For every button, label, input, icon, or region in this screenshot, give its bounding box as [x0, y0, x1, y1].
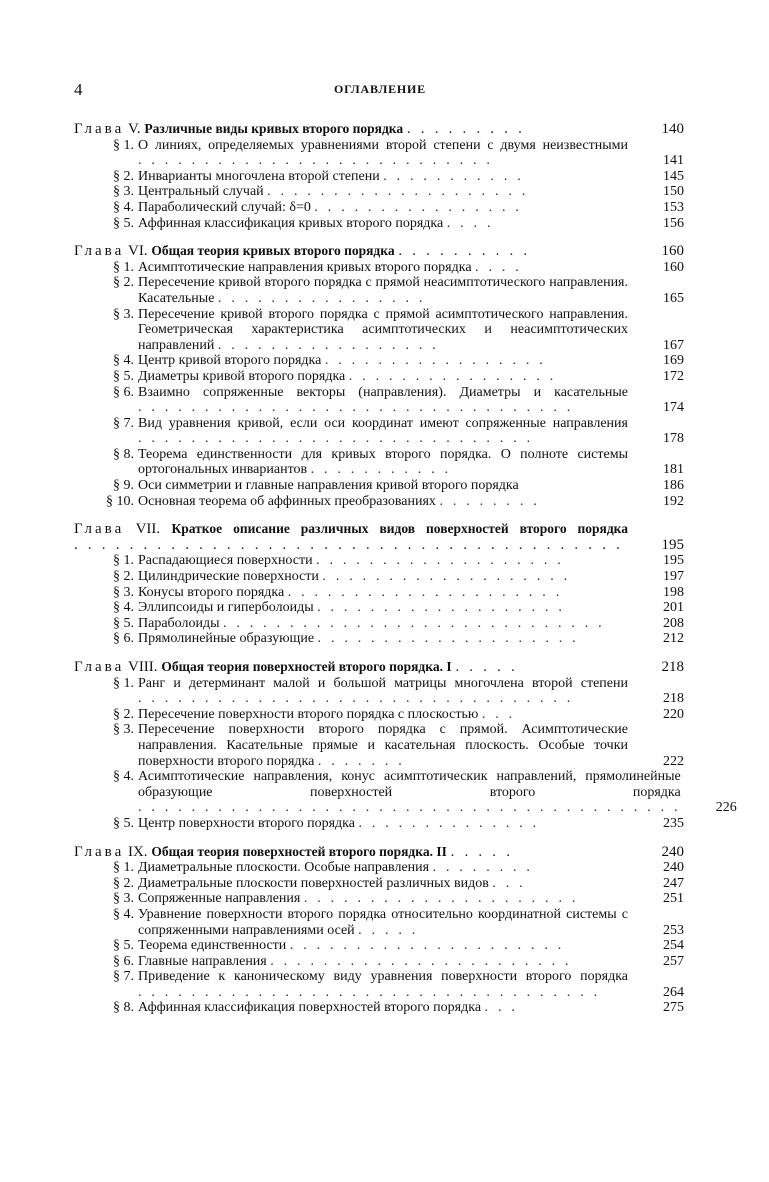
leader-dots: . . . . . . . . . . . . . . . . . . . . . [303, 891, 579, 907]
section-number: § 4. [113, 199, 134, 215]
section-number: § 7. [113, 969, 134, 985]
section-text [138, 216, 636, 232]
section-text [138, 769, 689, 816]
leader-dots: . . . . . . . . . . . . . . . . . . . . [317, 631, 579, 647]
section-page: 251 [663, 891, 684, 907]
section-text [138, 816, 636, 832]
section-number: § 9. [113, 478, 134, 494]
chapter-page: 160 [661, 243, 684, 260]
section-entry[interactable] [74, 585, 686, 601]
section-title: Центр кривой второго порядка [138, 353, 322, 369]
leader-dots: . . . . . . . . . . . [383, 168, 524, 184]
section-page: 226 [715, 800, 737, 816]
section-title: Инварианты многочлена второй степени [138, 168, 380, 184]
section-entry[interactable] [74, 816, 686, 832]
chapter-heading [74, 521, 636, 553]
section-text [138, 369, 636, 385]
leader-dots: . . . . . . . . . . . . . . . . . . . . . . . . . . . . . . . . . [138, 400, 574, 416]
leader-dots: . . . . . . . . . . . . . . . . [348, 368, 557, 384]
section-title: Приведение к каноническому виду уравнения поверхности второго порядка [138, 969, 628, 985]
section-page: 197 [663, 569, 684, 585]
chapter-heading [74, 659, 636, 676]
leader-dots: . . . . [475, 259, 522, 275]
section-page: 220 [663, 706, 684, 722]
section-entry[interactable] [74, 676, 686, 707]
section-text [138, 1000, 636, 1016]
section-entry[interactable] [74, 169, 686, 185]
section-number: § 5. [113, 368, 134, 384]
chapter-entry[interactable] [74, 121, 686, 138]
section-page: 264 [663, 984, 684, 1000]
section-text [138, 553, 636, 569]
section-title: Конусы второго порядка [138, 584, 285, 600]
chapter-block [74, 659, 737, 832]
running-title: ОГЛАВЛЕНИЕ [334, 82, 426, 96]
leader-dots: . . . [484, 1000, 519, 1016]
section-entry[interactable] [74, 938, 686, 954]
section-page: 167 [663, 337, 684, 353]
section-number: § 5. [113, 615, 134, 631]
chapter-number: VI. [127, 243, 148, 260]
section-text [138, 385, 636, 416]
section-page: 208 [663, 615, 684, 631]
leader-dots: . . . . . . . . . . . . . . . . . . . [317, 600, 566, 616]
section-number: § 2. [113, 275, 134, 291]
section-page: 192 [663, 493, 684, 509]
section-title: Диаметры кривой второго порядка [138, 368, 346, 384]
section-title: Ранг и детерминант малой и большой матрицы многочлена второй степени [138, 675, 628, 691]
chapter-block [74, 121, 686, 231]
leader-dots: . . . . . . . . . . . . . . . . . . . [316, 553, 565, 569]
section-page: 145 [663, 168, 684, 184]
section-page: 201 [663, 600, 684, 616]
chapter-page: 218 [661, 659, 684, 675]
section-number: § 8. [113, 446, 134, 462]
section-text [138, 260, 636, 276]
chapter-label: Глава [74, 243, 125, 260]
section-page: 174 [663, 400, 684, 416]
section-number: § 3. [113, 891, 134, 907]
section-text [138, 275, 636, 306]
section-number: § 1. [113, 860, 134, 876]
chapter-page: 140 [661, 121, 684, 137]
section-title: Центр поверхности второго порядка [138, 815, 355, 831]
section-title: Распадающиеся поверхности [138, 553, 313, 569]
chapter-heading [74, 243, 636, 260]
leader-dots: . . . . . . . . . [406, 121, 526, 137]
section-page: 247 [663, 875, 684, 891]
section-title: Основная теорема об аффинных преобразованиях [138, 493, 436, 509]
section-entry[interactable] [74, 553, 686, 569]
section-text [138, 954, 636, 970]
section-title: Эллипсоиды и гиперболоиды [138, 600, 314, 616]
leader-dots: . . . . . [358, 922, 419, 938]
section-entry[interactable] [74, 891, 686, 907]
chapter-number: IX. [127, 843, 148, 860]
section-entry[interactable] [74, 707, 686, 723]
section-page: 257 [663, 953, 684, 969]
section-title: Цилиндрические поверхности [138, 569, 319, 585]
leader-dots: . . . . . . . . . . . . . . . . . . . . . . . . . . . . . . . . . [138, 691, 574, 707]
section-entry[interactable] [74, 907, 686, 938]
section-text [138, 891, 636, 907]
section-number: § 6. [113, 384, 134, 400]
chapter-entry[interactable] [74, 521, 686, 553]
section-text [138, 860, 636, 876]
section-number: § 8. [113, 1000, 134, 1016]
chapter-block [74, 243, 686, 509]
section-entry[interactable] [74, 353, 686, 369]
section-text [138, 631, 636, 647]
section-text [138, 938, 636, 954]
section-title: Асимптотические направления кривых второго порядка [138, 259, 472, 275]
section-page: 240 [663, 860, 684, 876]
section-entry[interactable] [74, 631, 686, 647]
chapter-title: Общая теория кривых второго порядка [151, 243, 395, 259]
leader-dots: . . . . . [450, 843, 514, 860]
chapter-block [74, 521, 686, 647]
section-entry[interactable] [74, 876, 686, 892]
section-title: Вид уравнения кривой, если оси координат имеют сопряженные направления [138, 415, 628, 431]
section-title: О линиях, определяемых уравнениями второй степени с двумя неизвестными [138, 137, 628, 153]
chapter-heading [74, 844, 636, 861]
section-page: 212 [663, 631, 684, 647]
section-title: Диаметральные плоскости. Особые направления [138, 860, 430, 876]
section-number: § 3. [113, 306, 134, 322]
leader-dots: . . . . . . . [317, 753, 405, 769]
section-number: § 3. [113, 584, 134, 600]
section-entry[interactable] [74, 369, 686, 385]
section-number: § 6. [113, 631, 134, 647]
chapter-number: VII. [135, 521, 161, 538]
section-page: 181 [663, 462, 684, 478]
section-number: § 3. [113, 184, 134, 200]
section-title: Параболоиды [138, 615, 220, 631]
section-text [138, 585, 636, 601]
section-title: Диаметральные плоскости поверхностей различных видов [138, 875, 489, 891]
section-text [138, 307, 636, 354]
section-page: 153 [663, 199, 684, 215]
chapter-title: Общая теория поверхностей второго порядка. I [161, 659, 452, 674]
leader-dots: . . . . . [455, 659, 518, 675]
section-page: 195 [663, 553, 684, 569]
section-title: Пересечение кривой второго порядка с прямой неасимптотического направления. Касательные [138, 275, 628, 306]
section-number: § 7. [113, 415, 134, 431]
leader-dots: . . . . . . . . [432, 860, 534, 876]
section-text [138, 616, 636, 632]
section-number: § 1. [113, 137, 134, 153]
section-number: § 4. [113, 353, 134, 369]
section-text [138, 676, 636, 707]
section-number: § 10. [106, 493, 134, 509]
section-entry[interactable] [74, 860, 686, 876]
leader-dots: . . . . . . . . . . . . . . . . [217, 290, 426, 306]
page-number: 4 [74, 80, 83, 99]
section-entry[interactable] [74, 275, 686, 306]
leader-dots: . . . . . . . . . . . . . . . . . . . . . . . . . . . [138, 153, 494, 169]
section-text [138, 447, 636, 478]
chapter-title: Различные виды кривых второго порядка [144, 121, 404, 136]
section-page: 169 [663, 353, 684, 369]
section-number: § 5. [113, 938, 134, 954]
leader-dots: . . . . . . . . . . . . . . . . . . . [322, 569, 571, 585]
leader-dots: . . . . . . . . . . . . . . . . . . . . . . . . . . . . . . . . . . . . . . . . [74, 536, 624, 553]
section-number: § 2. [113, 875, 134, 891]
section-title: Взаимно сопряженные векторы (направления). Диаметры и касательные [138, 384, 628, 400]
section-number: § 3. [113, 722, 134, 738]
leader-dots: . . . [481, 706, 516, 722]
leader-dots: . . . . . . . . . . . . . . . . . . . . . [289, 938, 565, 954]
section-title: Пересечение поверхности второго порядка с плоскостью [138, 706, 479, 722]
chapter-heading [74, 121, 636, 138]
section-page: 222 [663, 753, 684, 769]
section-number: § 4. [113, 906, 134, 922]
chapter-entry[interactable] [74, 243, 686, 260]
section-entry[interactable] [74, 216, 686, 232]
section-entry[interactable] [74, 600, 686, 616]
leader-dots: . . . . . . . . [439, 493, 540, 509]
section-entry[interactable] [74, 138, 686, 169]
section-page: 178 [663, 431, 684, 447]
section-number: § 1. [113, 259, 134, 275]
section-entry[interactable] [74, 416, 686, 447]
chapter-title: Краткое описание различных видов поверхностей второго порядка [171, 521, 629, 537]
section-title: Центральный случай [138, 184, 264, 200]
section-entry[interactable] [74, 969, 686, 1000]
section-page: 198 [663, 584, 684, 600]
section-page: 254 [663, 938, 684, 954]
section-title: Аффинная классификация кривых второго порядка [138, 215, 444, 231]
section-page: 156 [663, 215, 684, 231]
section-text [138, 169, 636, 185]
leader-dots: . . . . . . . . . . . . . . . . . . . . . . . [270, 953, 572, 969]
section-text [138, 200, 636, 216]
section-entry[interactable] [74, 478, 686, 494]
section-entry[interactable] [74, 569, 686, 585]
section-text [138, 600, 636, 616]
section-number: § 5. [113, 815, 134, 831]
section-page: 186 [663, 478, 684, 494]
section-number: § 6. [113, 953, 134, 969]
chapter-page: 240 [661, 843, 684, 860]
leader-dots: . . . . . . . . . . . . . . . . [314, 199, 523, 215]
section-text [138, 416, 636, 447]
section-page: 253 [663, 922, 684, 938]
section-entry[interactable] [74, 722, 686, 769]
leader-dots: . . . . . . . . . . [398, 243, 531, 260]
section-title: Прямолинейные образующие [138, 631, 315, 647]
section-page: 275 [663, 1000, 684, 1016]
section-title: Пересечение кривой второго порядка с прямой асимптотического направления. Геометрическая характеристика асимптотических и неасимптотических направлений [138, 306, 628, 353]
section-title: Уравнение поверхности второго порядка относительно координатной системы с сопряженными направлениями осей [138, 906, 628, 938]
section-text [138, 722, 636, 769]
section-page: 160 [663, 259, 684, 275]
section-page: 141 [663, 153, 684, 169]
chapter-label: Глава [74, 659, 125, 675]
chapter-label: Глава [74, 843, 125, 860]
section-text [138, 138, 636, 169]
chapter-number: V. [127, 121, 141, 137]
section-number: § 4. [113, 769, 134, 785]
section-title: Аффинная классификация поверхностей второго порядка [138, 1000, 482, 1016]
leader-dots: . . . . . . . . . . . . . . . . . [217, 337, 439, 353]
section-text [138, 907, 636, 938]
section-number: § 2. [113, 569, 134, 585]
section-entry[interactable] [74, 769, 737, 816]
section-page: 150 [663, 184, 684, 200]
section-entry[interactable] [74, 494, 686, 510]
leader-dots: . . . . . . . . . . . . . . . . . . . . . . . . . . . . . . [138, 431, 534, 447]
section-title: Пересечение поверхности второго порядка с прямой. Асимптотические направления. Касательные прямые и касательная плоскость. Особые точки поверхности второго порядка [138, 722, 628, 769]
section-title: Асимптотические направления, конус асимптотическик направлений, прямолинейные образующие поверхностей второго порядка [138, 769, 681, 800]
section-entry[interactable] [74, 954, 686, 970]
section-number: § 1. [113, 553, 134, 569]
leader-dots: . . . . [446, 215, 494, 231]
table-of-contents [74, 121, 737, 1028]
section-number: § 4. [113, 600, 134, 616]
section-title: Параболический случай: δ=0 [138, 199, 311, 215]
section-entry[interactable] [74, 616, 686, 632]
section-text [138, 707, 636, 723]
section-page: 235 [663, 815, 684, 831]
section-text [138, 494, 636, 510]
section-entry[interactable] [74, 1000, 686, 1016]
chapter-block [74, 844, 686, 1017]
section-entry[interactable] [74, 447, 686, 478]
section-title: Главные направления [138, 953, 267, 969]
leader-dots: . . . . . . . . . . . . . . . . . . . . . . . . . . . . . . . . . . . [138, 984, 601, 1000]
section-page: 218 [663, 691, 684, 707]
chapter-number: VIII. [127, 659, 158, 675]
section-text [138, 353, 636, 369]
section-text [138, 569, 636, 585]
section-number: § 2. [113, 706, 134, 722]
leader-dots: . . . [492, 875, 526, 891]
chapter-entry[interactable] [74, 659, 686, 676]
section-text [138, 184, 636, 200]
section-title: Сопряженные направления [138, 891, 301, 907]
section-number: § 2. [113, 168, 134, 184]
leader-dots: . . . . . . . . . . . [310, 462, 452, 478]
section-page: 165 [663, 290, 684, 306]
leader-dots: . . . . . . . . . . . . . . . . . . . . . . . . . . . . . [222, 615, 605, 631]
section-entry[interactable] [74, 260, 686, 276]
section-text [138, 876, 636, 892]
chapter-page: 195 [661, 536, 684, 553]
leader-dots: . . . . . . . . . . . . . . . . . [324, 353, 546, 369]
section-entry[interactable] [74, 200, 686, 216]
section-page: 172 [663, 368, 684, 384]
leader-dots: . . . . . . . . . . . . . . . . . . . . [267, 184, 529, 200]
chapter-entry[interactable] [74, 844, 686, 861]
section-text [138, 969, 636, 1000]
page-header [74, 80, 686, 102]
chapter-label: Глава [74, 121, 125, 137]
section-number: § 5. [113, 215, 134, 231]
leader-dots: . . . . . . . . . . . . . . . . . . . . . [287, 584, 563, 600]
leader-dots: . . . . . . . . . . . . . . [358, 815, 540, 831]
section-title: Теорема единственности для кривых второго порядка. О полноте системы ортогональных инвариантов [138, 446, 628, 478]
section-text [138, 478, 636, 494]
section-entry[interactable] [74, 184, 686, 200]
chapter-label: Глава [74, 521, 125, 538]
section-entry[interactable] [74, 385, 686, 416]
section-number: § 1. [113, 675, 134, 691]
leader-dots: . . . . . . . . . . . . . . . . . . . . . . . . . . . . . . . . . . . . . . . . . [138, 800, 681, 816]
section-title: Оси симметрии и главные направления кривой второго порядка [138, 478, 519, 494]
section-entry[interactable] [74, 307, 686, 354]
section-title: Теорема единственности [138, 938, 287, 954]
chapter-title: Общая теория поверхностей второго порядка. II [151, 843, 447, 859]
